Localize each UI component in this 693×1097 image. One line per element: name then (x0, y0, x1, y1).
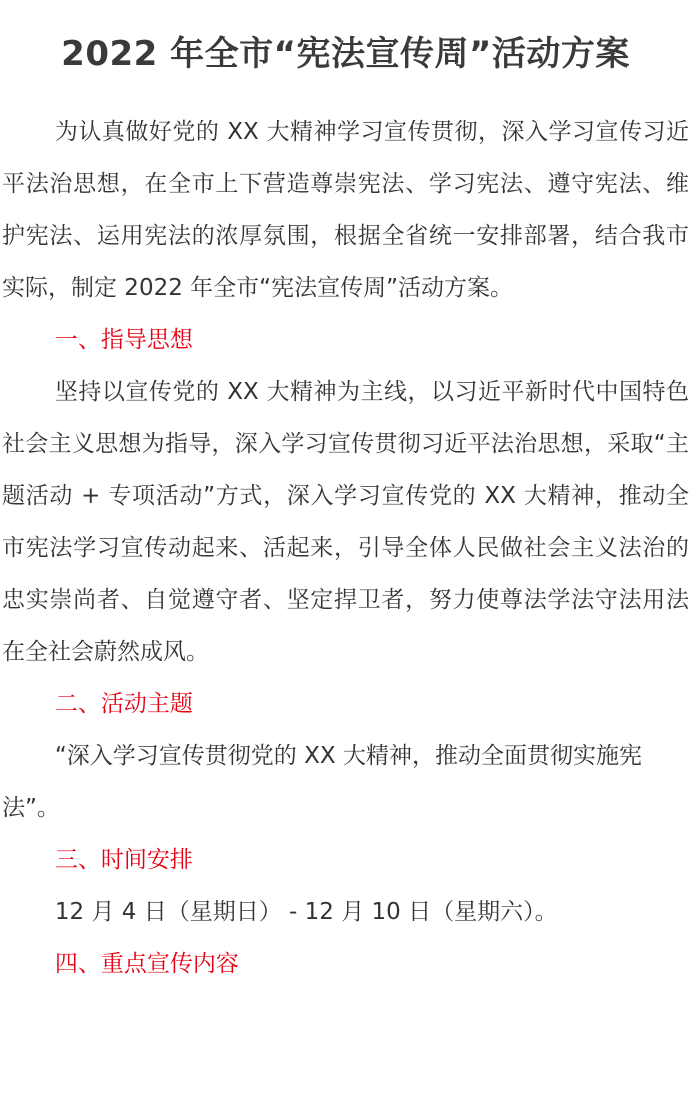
section-body-guiding-ideology: 坚持以宣传党的 XX 大精神为主线，以习近平新时代中国特色社会主义思想为指导，深入学习宣传贯彻习近平法治思想，采取“主题活动 + 专项活动”方式，深入学习宣传党的 XX 大精神，推动全市宪法学习宣传动起来、活起来，引导全体人民做社会主义法治的忠实崇尚者、自觉遵守者、坚定捍卫者，努力使尊法学法守法用法在全社会蔚然成风。 (2, 379, 689, 665)
intro-paragraph: 为认真做好党的 XX 大精神学习宣传贯彻，深入学习宣传习近平法治思想，在全市上下营造尊崇宪法、学习宪法、遵守宪法、维护宪法、运用宪法的浓厚氛围，根据全省统一安排部署，结合我市实际，制定 2022 年全市“宪法宣传周”活动方案。 (2, 119, 689, 301)
section-heading-guiding-ideology: 一、指导思想 (54, 327, 193, 353)
section-heading-activity-theme: 二、活动主题 (54, 691, 193, 717)
document-title: 2022 年全市“宪法宣传周”活动方案 (61, 34, 630, 74)
document-body (2, 106, 689, 990)
section-body-activity-theme: “深入学习宣传贯彻党的 XX 大精神，推动全面贯彻实施宪法”。 (2, 743, 642, 821)
section-body-schedule: 12 月 4 日（星期日） - 12 月 10 日（星期六）。 (54, 899, 558, 925)
section-heading-schedule: 三、时间安排 (54, 847, 193, 873)
section-heading-key-content: 四、重点宣传内容 (54, 951, 239, 977)
